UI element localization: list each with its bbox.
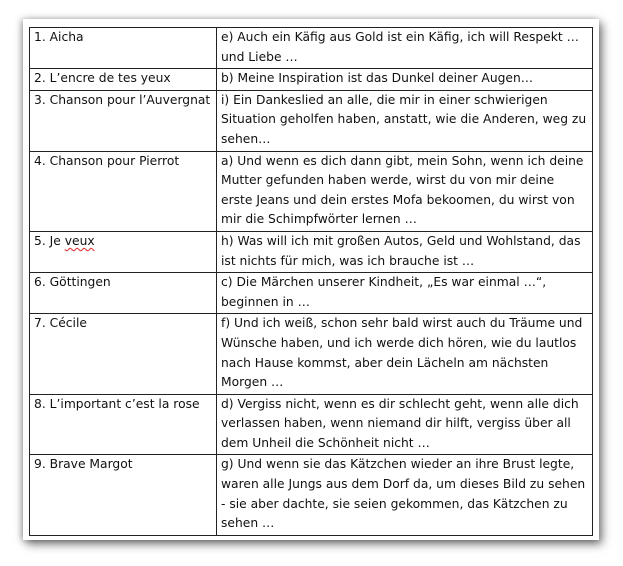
song-title-cell: 6. Göttingen bbox=[30, 273, 217, 314]
song-title-cell: 9. Brave Margot bbox=[30, 455, 217, 535]
table-row bbox=[30, 394, 593, 455]
song-title-cell: 2. L’encre de tes yeux bbox=[30, 69, 217, 91]
table-row bbox=[30, 273, 593, 314]
song-line-cell: c) Die Märchen unserer Kindheit, „Es war einmal …“, beginnen in … bbox=[217, 273, 593, 314]
song-title-prefix: 5. Je bbox=[34, 233, 65, 248]
table-row bbox=[30, 28, 593, 69]
table-row bbox=[30, 90, 593, 151]
song-title-cell: 1. Aicha bbox=[30, 28, 217, 69]
song-matching-table bbox=[29, 27, 593, 536]
song-line-cell: g) Und wenn sie das Kätzchen wieder an ihre Brust legte, waren alle Jungs aus dem Dorf da, um dieses Bild zu sehen - sie aber dachte, sie seien gekommen, das Kätzchen zu sehen … bbox=[217, 455, 593, 535]
table-row bbox=[30, 69, 593, 91]
song-line-cell: b) Meine Inspiration ist das Dunkel deiner Augen… bbox=[217, 69, 593, 91]
song-line-cell: f) Und ich weiß, schon sehr bald wirst auch du Träume und Wünsche haben, und ich werde dich hören, wie du lautlos nach Hause kommst, aber dein Lächeln am nächsten Morgen … bbox=[217, 314, 593, 394]
song-line-cell: h) Was will ich mit großen Autos, Geld und Wohlstand, das ist nichts für mich, was ich brauche ist … bbox=[217, 231, 593, 272]
song-line-cell: i) Ein Dankeslied an alle, die mir in einer schwierigen Situation geholfen haben, anstatt, wie die Anderen, weg zu sehen… bbox=[217, 90, 593, 151]
song-title-cell: 8. L’important c’est la rose bbox=[30, 394, 217, 455]
song-title-cell bbox=[30, 231, 217, 272]
table-row bbox=[30, 314, 593, 394]
document-page bbox=[23, 19, 599, 540]
song-line-cell: d) Vergiss nicht, wenn es dir schlecht geht, wenn alle dich verlassen haben, wenn niemand dir hilft, vergiss über all dem Unheil die Schönheit nicht … bbox=[217, 394, 593, 455]
song-title-cell: 4. Chanson pour Pierrot bbox=[30, 151, 217, 231]
song-title-cell: 3. Chanson pour l’Auvergnat bbox=[30, 90, 217, 151]
table-row bbox=[30, 231, 593, 272]
spellcheck-flagged-word: veux bbox=[64, 233, 95, 248]
table-row bbox=[30, 151, 593, 231]
table-row bbox=[30, 455, 593, 535]
song-line-cell: e) Auch ein Käfig aus Gold ist ein Käfig, ich will Respekt … und Liebe … bbox=[217, 28, 593, 69]
song-title-cell: 7. Cécile bbox=[30, 314, 217, 394]
song-line-cell: a) Und wenn es dich dann gibt, mein Sohn, wenn ich deine Mutter gefunden haben werde, wirst du von mir deine erste Jeans und dein erstes Mofa bekoomen, du wirst von mir die Schimpfwörter lernen … bbox=[217, 151, 593, 231]
